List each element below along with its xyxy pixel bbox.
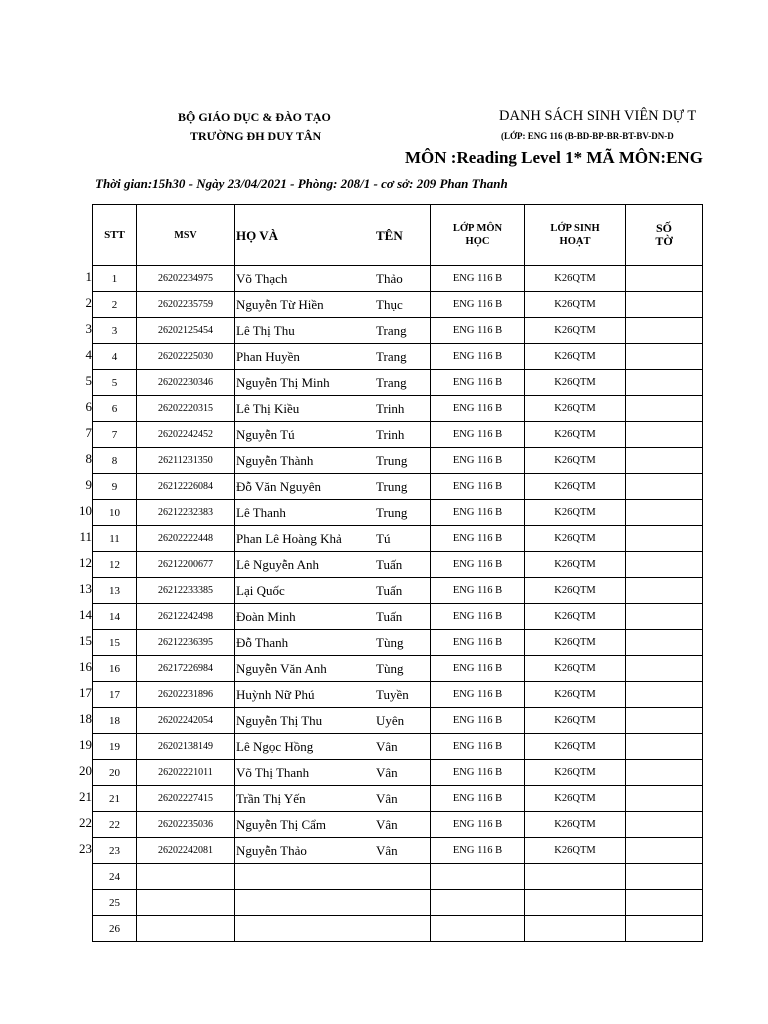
cell-ten: Trang <box>372 370 431 396</box>
cell-msv: 26202221011 <box>137 760 235 786</box>
cell-lop-mon-hoc <box>431 890 525 916</box>
cell-ho: Huỳnh Nữ Phú <box>235 682 373 708</box>
cell-stt: 21 <box>93 786 137 812</box>
cell-ten: Tùng <box>372 656 431 682</box>
cell-msv <box>137 916 235 942</box>
cell-msv: 26202225030 <box>137 344 235 370</box>
cell-ten: Tú <box>372 526 431 552</box>
cell-ho: Đỗ Thanh <box>235 630 373 656</box>
cell-lop-sinh-hoat: K26QTM <box>525 630 626 656</box>
cell-msv: 26202231896 <box>137 682 235 708</box>
cell-ho <box>235 916 373 942</box>
cell-so-to <box>626 526 703 552</box>
cell-stt: 18 <box>93 708 137 734</box>
row-number: 16 <box>79 659 92 674</box>
row-number: 18 <box>79 711 92 726</box>
table-row <box>93 500 703 526</box>
table-row <box>93 370 703 396</box>
cell-stt: 17 <box>93 682 137 708</box>
cell-stt: 3 <box>93 318 137 344</box>
cell-ho: Đỗ Văn Nguyên <box>235 474 373 500</box>
cell-ho: Lê Thị Thu <box>235 318 373 344</box>
row-number: 9 <box>85 477 92 492</box>
cell-ten: Uyên <box>372 708 431 734</box>
cell-lop-mon-hoc <box>431 916 525 942</box>
header-ho: HỌ VÀ <box>235 205 373 266</box>
cell-msv <box>137 890 235 916</box>
cell-lop-mon-hoc: ENG 116 B <box>431 604 525 630</box>
cell-so-to <box>626 474 703 500</box>
cell-lop-mon-hoc: ENG 116 B <box>431 292 525 318</box>
cell-lop-sinh-hoat: K26QTM <box>525 500 626 526</box>
row-number: 6 <box>85 399 92 414</box>
cell-ho: Trần Thị Yến <box>235 786 373 812</box>
university-name: TRƯỜNG ĐH DUY TÂN <box>190 129 322 143</box>
cell-lop-mon-hoc: ENG 116 B <box>431 500 525 526</box>
cell-so-to <box>626 344 703 370</box>
cell-lop-sinh-hoat: K26QTM <box>525 838 626 864</box>
header-lop-sinh-hoat <box>525 205 626 266</box>
table-row <box>93 890 703 916</box>
cell-so-to <box>626 838 703 864</box>
cell-ten: Trung <box>372 500 431 526</box>
cell-lop-sinh-hoat: K26QTM <box>525 318 626 344</box>
cell-so-to <box>626 578 703 604</box>
table-row <box>93 448 703 474</box>
cell-stt: 24 <box>93 864 137 890</box>
ministry-name: BỘ GIÁO DỤC & ĐÀO TẠO <box>178 110 331 124</box>
cell-lop-sinh-hoat: K26QTM <box>525 552 626 578</box>
cell-ten <box>372 864 431 890</box>
list-title: DANH SÁCH SINH VIÊN DỰ T <box>499 108 697 124</box>
cell-so-to <box>626 916 703 942</box>
cell-lop-sinh-hoat: K26QTM <box>525 370 626 396</box>
row-number: 11 <box>79 529 92 544</box>
row-number: 3 <box>85 321 92 336</box>
cell-lop-sinh-hoat: K26QTM <box>525 526 626 552</box>
header-so-to-line1: SỐ <box>655 221 672 235</box>
cell-ho <box>235 890 373 916</box>
cell-lop-mon-hoc: ENG 116 B <box>431 370 525 396</box>
cell-msv: 26202230346 <box>137 370 235 396</box>
cell-ho: Đoàn Minh <box>235 604 373 630</box>
cell-ten: Tuấn <box>372 578 431 604</box>
cell-ten: Thảo <box>372 266 431 292</box>
cell-lop-sinh-hoat: K26QTM <box>525 656 626 682</box>
cell-so-to <box>626 682 703 708</box>
cell-lop-sinh-hoat: K26QTM <box>525 604 626 630</box>
cell-so-to <box>626 370 703 396</box>
cell-lop-mon-hoc: ENG 116 B <box>431 630 525 656</box>
cell-so-to <box>626 552 703 578</box>
row-number: 21 <box>79 789 92 804</box>
cell-ten: Tuấn <box>372 552 431 578</box>
header-lop-mon-hoc-line1: LỚP MÔN <box>452 223 503 234</box>
cell-lop-sinh-hoat: K26QTM <box>525 682 626 708</box>
row-number: 2 <box>85 295 92 310</box>
cell-ho: Lê Nguyễn Anh <box>235 552 373 578</box>
table-row <box>93 604 703 630</box>
cell-stt: 16 <box>93 656 137 682</box>
cell-so-to <box>626 786 703 812</box>
table-row <box>93 812 703 838</box>
cell-ho: Lại Quốc <box>235 578 373 604</box>
table-row <box>93 630 703 656</box>
cell-so-to <box>626 630 703 656</box>
cell-msv: 26202235759 <box>137 292 235 318</box>
cell-lop-sinh-hoat <box>525 864 626 890</box>
subject-line: MÔN :Reading Level 1* MÃ MÔN:ENG <box>405 148 703 167</box>
cell-stt: 6 <box>93 396 137 422</box>
cell-lop-sinh-hoat: K26QTM <box>525 448 626 474</box>
cell-lop-sinh-hoat <box>525 916 626 942</box>
cell-stt: 8 <box>93 448 137 474</box>
cell-msv: 26202242054 <box>137 708 235 734</box>
cell-lop-mon-hoc: ENG 116 B <box>431 266 525 292</box>
cell-ho: Võ Thị Thanh <box>235 760 373 786</box>
table-row <box>93 292 703 318</box>
cell-ho: Nguyễn Thị Minh <box>235 370 373 396</box>
cell-ho: Nguyễn Văn Anh <box>235 656 373 682</box>
cell-msv: 26202235036 <box>137 812 235 838</box>
cell-lop-mon-hoc: ENG 116 B <box>431 708 525 734</box>
header-lop-sinh-hoat-line2: HOẠT <box>559 236 591 247</box>
cell-msv: 26202227415 <box>137 786 235 812</box>
cell-stt: 14 <box>93 604 137 630</box>
cell-lop-mon-hoc: ENG 116 B <box>431 448 525 474</box>
cell-lop-mon-hoc <box>431 864 525 890</box>
cell-so-to <box>626 760 703 786</box>
cell-lop-sinh-hoat: K26QTM <box>525 812 626 838</box>
table-row <box>93 916 703 942</box>
header-stt: STT <box>93 205 137 266</box>
cell-stt: 11 <box>93 526 137 552</box>
cell-msv: 26202234975 <box>137 266 235 292</box>
cell-msv: 26212200677 <box>137 552 235 578</box>
row-number: 13 <box>79 581 92 596</box>
cell-msv: 26202242452 <box>137 422 235 448</box>
cell-lop-mon-hoc: ENG 116 B <box>431 656 525 682</box>
row-number: 12 <box>79 555 92 570</box>
row-number: 19 <box>79 737 92 752</box>
cell-so-to <box>626 266 703 292</box>
cell-lop-sinh-hoat: K26QTM <box>525 760 626 786</box>
table-row <box>93 344 703 370</box>
cell-lop-mon-hoc: ENG 116 B <box>431 526 525 552</box>
header-lop-sinh-hoat-line1: LỚP SINH <box>550 223 600 234</box>
cell-lop-mon-hoc: ENG 116 B <box>431 734 525 760</box>
row-number: 15 <box>79 633 92 648</box>
cell-lop-sinh-hoat: K26QTM <box>525 292 626 318</box>
cell-msv: 26212226084 <box>137 474 235 500</box>
cell-so-to <box>626 292 703 318</box>
cell-ten: Vân <box>372 838 431 864</box>
cell-ten: Trung <box>372 474 431 500</box>
cell-so-to <box>626 422 703 448</box>
cell-stt: 19 <box>93 734 137 760</box>
cell-msv: 26202138149 <box>137 734 235 760</box>
cell-ten: Tùng <box>372 630 431 656</box>
cell-ten <box>372 916 431 942</box>
cell-msv: 26211231350 <box>137 448 235 474</box>
cell-ten: Thục <box>372 292 431 318</box>
row-number: 20 <box>79 763 92 778</box>
table-row <box>93 396 703 422</box>
cell-so-to <box>626 318 703 344</box>
cell-ten: Trung <box>372 448 431 474</box>
cell-ten: Tuyền <box>372 682 431 708</box>
cell-lop-mon-hoc: ENG 116 B <box>431 578 525 604</box>
cell-ten: Trang <box>372 318 431 344</box>
cell-lop-mon-hoc: ENG 116 B <box>431 318 525 344</box>
cell-ho: Phan Huyền <box>235 344 373 370</box>
cell-lop-mon-hoc: ENG 116 B <box>431 552 525 578</box>
cell-stt: 1 <box>93 266 137 292</box>
table-row <box>93 656 703 682</box>
row-number: 8 <box>85 451 92 466</box>
cell-stt: 13 <box>93 578 137 604</box>
cell-so-to <box>626 890 703 916</box>
cell-stt: 9 <box>93 474 137 500</box>
cell-ten <box>372 890 431 916</box>
table-row <box>93 422 703 448</box>
table-row <box>93 760 703 786</box>
table-header-row <box>93 205 703 266</box>
table-row <box>93 682 703 708</box>
table-row <box>93 474 703 500</box>
cell-msv: 26202222448 <box>137 526 235 552</box>
cell-lop-sinh-hoat: K26QTM <box>525 578 626 604</box>
cell-lop-mon-hoc: ENG 116 B <box>431 760 525 786</box>
cell-ten: Vân <box>372 786 431 812</box>
table-row <box>93 266 703 292</box>
cell-stt: 15 <box>93 630 137 656</box>
cell-so-to <box>626 500 703 526</box>
table-row <box>93 526 703 552</box>
header-msv: MSV <box>137 205 235 266</box>
cell-ten: Trinh <box>372 422 431 448</box>
cell-so-to <box>626 734 703 760</box>
header-lop-mon-hoc <box>431 205 525 266</box>
row-number: 7 <box>85 425 92 440</box>
cell-msv: 26212236395 <box>137 630 235 656</box>
cell-msv: 26212242498 <box>137 604 235 630</box>
row-number: 14 <box>79 607 92 622</box>
cell-msv: 26212232383 <box>137 500 235 526</box>
cell-lop-mon-hoc: ENG 116 B <box>431 682 525 708</box>
row-number: 1 <box>85 269 92 284</box>
cell-lop-sinh-hoat: K26QTM <box>525 474 626 500</box>
table-row <box>93 864 703 890</box>
row-number: 10 <box>79 503 92 518</box>
cell-lop-sinh-hoat: K26QTM <box>525 266 626 292</box>
cell-ho: Nguyễn Thị Thu <box>235 708 373 734</box>
header-lop-mon-hoc-line2: HỌC <box>465 236 490 247</box>
student-table <box>92 204 703 942</box>
cell-lop-mon-hoc: ENG 116 B <box>431 474 525 500</box>
cell-lop-mon-hoc: ENG 116 B <box>431 838 525 864</box>
cell-lop-mon-hoc: ENG 116 B <box>431 344 525 370</box>
cell-so-to <box>626 864 703 890</box>
cell-lop-mon-hoc: ENG 116 B <box>431 812 525 838</box>
row-number: 4 <box>85 347 92 362</box>
cell-msv: 26212233385 <box>137 578 235 604</box>
cell-lop-mon-hoc: ENG 116 B <box>431 786 525 812</box>
cell-ten: Vân <box>372 812 431 838</box>
row-number: 5 <box>85 373 92 388</box>
cell-ten: Vân <box>372 734 431 760</box>
cell-ho: Nguyễn Thành <box>235 448 373 474</box>
cell-stt: 22 <box>93 812 137 838</box>
cell-ho: Nguyễn Tú <box>235 422 373 448</box>
cell-lop-mon-hoc: ENG 116 B <box>431 422 525 448</box>
cell-so-to <box>626 396 703 422</box>
header-so-to <box>626 205 703 266</box>
cell-so-to <box>626 604 703 630</box>
exam-time-line: Thời gian:15h30 - Ngày 23/04/2021 - Phòng: 208/1 - cơ sở: 209 Phan Thanh <box>95 176 508 191</box>
table-row <box>93 552 703 578</box>
cell-ho: Lê Ngọc Hồng <box>235 734 373 760</box>
cell-lop-sinh-hoat: K26QTM <box>525 396 626 422</box>
row-number: 17 <box>79 685 92 700</box>
cell-ho: Lê Thị Kiều <box>235 396 373 422</box>
cell-ten: Trang <box>372 344 431 370</box>
cell-ten: Vân <box>372 760 431 786</box>
cell-ho <box>235 864 373 890</box>
cell-lop-sinh-hoat: K26QTM <box>525 344 626 370</box>
header-so-to-line2: TỜ <box>655 234 673 248</box>
cell-ho: Nguyễn Từ Hiền <box>235 292 373 318</box>
cell-stt: 20 <box>93 760 137 786</box>
cell-stt: 26 <box>93 916 137 942</box>
cell-lop-sinh-hoat: K26QTM <box>525 708 626 734</box>
table-row <box>93 838 703 864</box>
cell-msv <box>137 864 235 890</box>
cell-stt: 25 <box>93 890 137 916</box>
cell-ho: Phan Lê Hoàng Khả <box>235 526 373 552</box>
cell-so-to <box>626 812 703 838</box>
table-row <box>93 708 703 734</box>
cell-stt: 10 <box>93 500 137 526</box>
cell-ten: Trinh <box>372 396 431 422</box>
cell-msv: 26202220315 <box>137 396 235 422</box>
table-row <box>93 578 703 604</box>
row-number: 22 <box>79 815 92 830</box>
cell-msv: 26202125454 <box>137 318 235 344</box>
cell-lop-sinh-hoat: K26QTM <box>525 422 626 448</box>
table-row <box>93 318 703 344</box>
cell-lop-sinh-hoat <box>525 890 626 916</box>
table-row <box>93 786 703 812</box>
cell-lop-sinh-hoat: K26QTM <box>525 786 626 812</box>
cell-stt: 2 <box>93 292 137 318</box>
cell-msv: 26217226984 <box>137 656 235 682</box>
cell-stt: 7 <box>93 422 137 448</box>
cell-ho: Nguyễn Thảo <box>235 838 373 864</box>
cell-so-to <box>626 656 703 682</box>
cell-stt: 23 <box>93 838 137 864</box>
cell-stt: 4 <box>93 344 137 370</box>
cell-ho: Võ Thạch <box>235 266 373 292</box>
cell-ten: Tuấn <box>372 604 431 630</box>
class-line: (LỚP: ENG 116 (B-BD-BP-BR-BT-BV-DN-D <box>501 131 674 141</box>
cell-so-to <box>626 448 703 474</box>
cell-so-to <box>626 708 703 734</box>
cell-ho: Lê Thanh <box>235 500 373 526</box>
cell-ho: Nguyễn Thị Cẩm <box>235 812 373 838</box>
row-number: 23 <box>79 841 92 856</box>
cell-msv: 26202242081 <box>137 838 235 864</box>
cell-stt: 12 <box>93 552 137 578</box>
cell-stt: 5 <box>93 370 137 396</box>
cell-lop-mon-hoc: ENG 116 B <box>431 396 525 422</box>
header-ten: TÊN <box>372 205 431 266</box>
table-row <box>93 734 703 760</box>
cell-lop-sinh-hoat: K26QTM <box>525 734 626 760</box>
